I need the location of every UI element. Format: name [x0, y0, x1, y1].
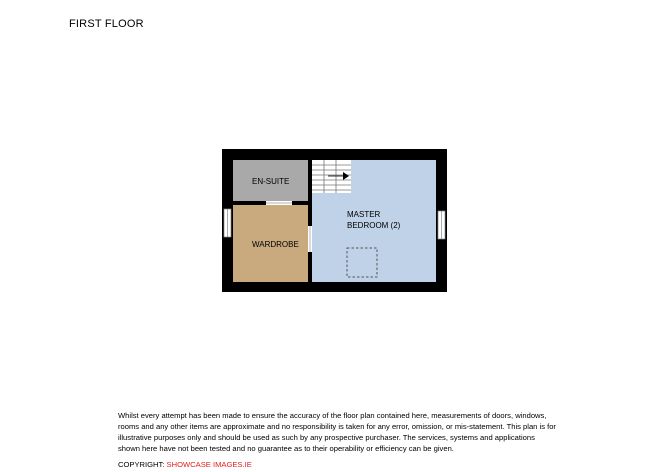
- right-window: [438, 211, 445, 239]
- copyright-prefix: COPYRIGHT:: [118, 460, 165, 469]
- floor-title: FIRST FLOOR: [69, 18, 144, 30]
- ensuite-label: EN-SUITE: [252, 177, 290, 186]
- wardrobe-label: WARDROBE: [252, 240, 299, 249]
- master-bedroom-label-line1: MASTER: [347, 210, 381, 219]
- copyright-brand-link[interactable]: SHOWCASE IMAGES.IE: [166, 460, 252, 469]
- copyright-line: [118, 460, 252, 469]
- disclaimer-text: Whilst every attempt has been made to ensure the accuracy of the floor plan contained here, measurements of doors, windows, rooms and any other items are approximate and no responsibility is taken for any error, omission, or mis-statement. This plan is for illustrative purposes only and should be used as such by any prospective purchaser. The services, systems and applications shown here have not been tested and no guarantee as to their operability or efficiency can be given.: [118, 411, 556, 453]
- left-window: [224, 209, 231, 237]
- master-bedroom-label-line2: BEDROOM (2): [347, 221, 401, 230]
